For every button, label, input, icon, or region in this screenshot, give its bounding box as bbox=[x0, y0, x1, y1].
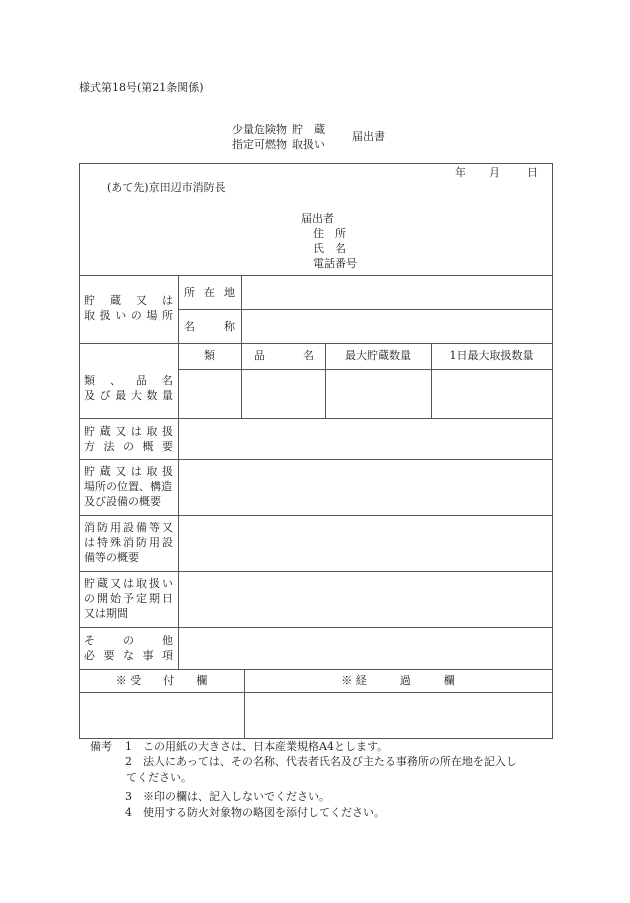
facility-overview-label: 貯蔵又は取扱 場所の位置、構造 及び設備の概要 bbox=[84, 465, 173, 508]
title-combustible: 指定可燃物 bbox=[232, 138, 287, 151]
kinds-label: 類 、 品 名 及び最大数量 bbox=[84, 374, 173, 402]
address-label: 住 所 bbox=[313, 227, 346, 240]
note-2-text: 法人にあっては、その名称、代表者氏名及び主たる事務所の所在地を記入し bbox=[143, 755, 517, 768]
location-name-field[interactable] bbox=[242, 310, 552, 343]
note-4-number: 4 bbox=[125, 806, 132, 819]
title-storage: 貯 蔵 bbox=[292, 123, 325, 136]
handling-method-label: 貯蔵又は取扱 方法の概要 bbox=[84, 425, 173, 453]
phone-label: 電話番号 bbox=[313, 257, 357, 270]
name-label: 氏 名 bbox=[313, 242, 346, 255]
note-3-number: 3 bbox=[125, 790, 132, 803]
note-1-text: この用紙の大きさは、日本産業規格A4とします。 bbox=[143, 740, 389, 753]
note-4-text: 使用する防火対象物の略図を添付してください。 bbox=[143, 806, 385, 819]
fire-equipment-label: 消防用設備等又 は特殊消防用設 備等の概要 bbox=[84, 521, 173, 564]
notes-heading: 備考 bbox=[90, 740, 112, 753]
kinds-entry-row[interactable] bbox=[179, 370, 552, 418]
progress-column-header: ※ 経 過 欄 bbox=[341, 674, 455, 687]
addressee: (あて先)京田辺市消防長 bbox=[107, 181, 226, 194]
reception-column-header: ※ 受 付 欄 bbox=[115, 674, 208, 687]
title-handling: 取扱い bbox=[292, 138, 325, 151]
date-year: 年 bbox=[455, 166, 466, 179]
other-matters-label: そ の 他 必要な事項 bbox=[84, 634, 173, 662]
note-2-continuation: てください。 bbox=[126, 771, 192, 784]
start-date-label: 貯蔵又は取扱い の開始予定期日 又は期間 bbox=[84, 577, 173, 620]
location-name-label: 名 称 bbox=[184, 320, 235, 333]
note-2-number: 2 bbox=[125, 755, 132, 768]
date-day: 日 bbox=[527, 166, 538, 179]
date-month: 月 bbox=[489, 166, 500, 179]
form-number: 様式第18号(第21条関係) bbox=[79, 81, 204, 94]
title-hazmat: 少量危険物 bbox=[232, 123, 287, 136]
note-3-text: ※印の欄は、記入しないでください。 bbox=[143, 790, 330, 803]
location-label: 貯 蔵 又 は 取扱いの場所 bbox=[84, 294, 173, 322]
location-address-field[interactable] bbox=[242, 276, 552, 309]
column-item-name: 品 名 bbox=[254, 349, 314, 362]
column-kind: 類 bbox=[204, 349, 215, 362]
title-suffix: 届出書 bbox=[352, 130, 385, 143]
note-1-number: 1 bbox=[125, 740, 132, 753]
column-max-storage: 最大貯蔵数量 bbox=[345, 349, 411, 362]
location-address-label: 所在地 bbox=[184, 286, 235, 299]
column-max-daily-handling: 1日最大取扱数量 bbox=[449, 349, 534, 362]
notifier-label: 届出者 bbox=[301, 212, 334, 225]
